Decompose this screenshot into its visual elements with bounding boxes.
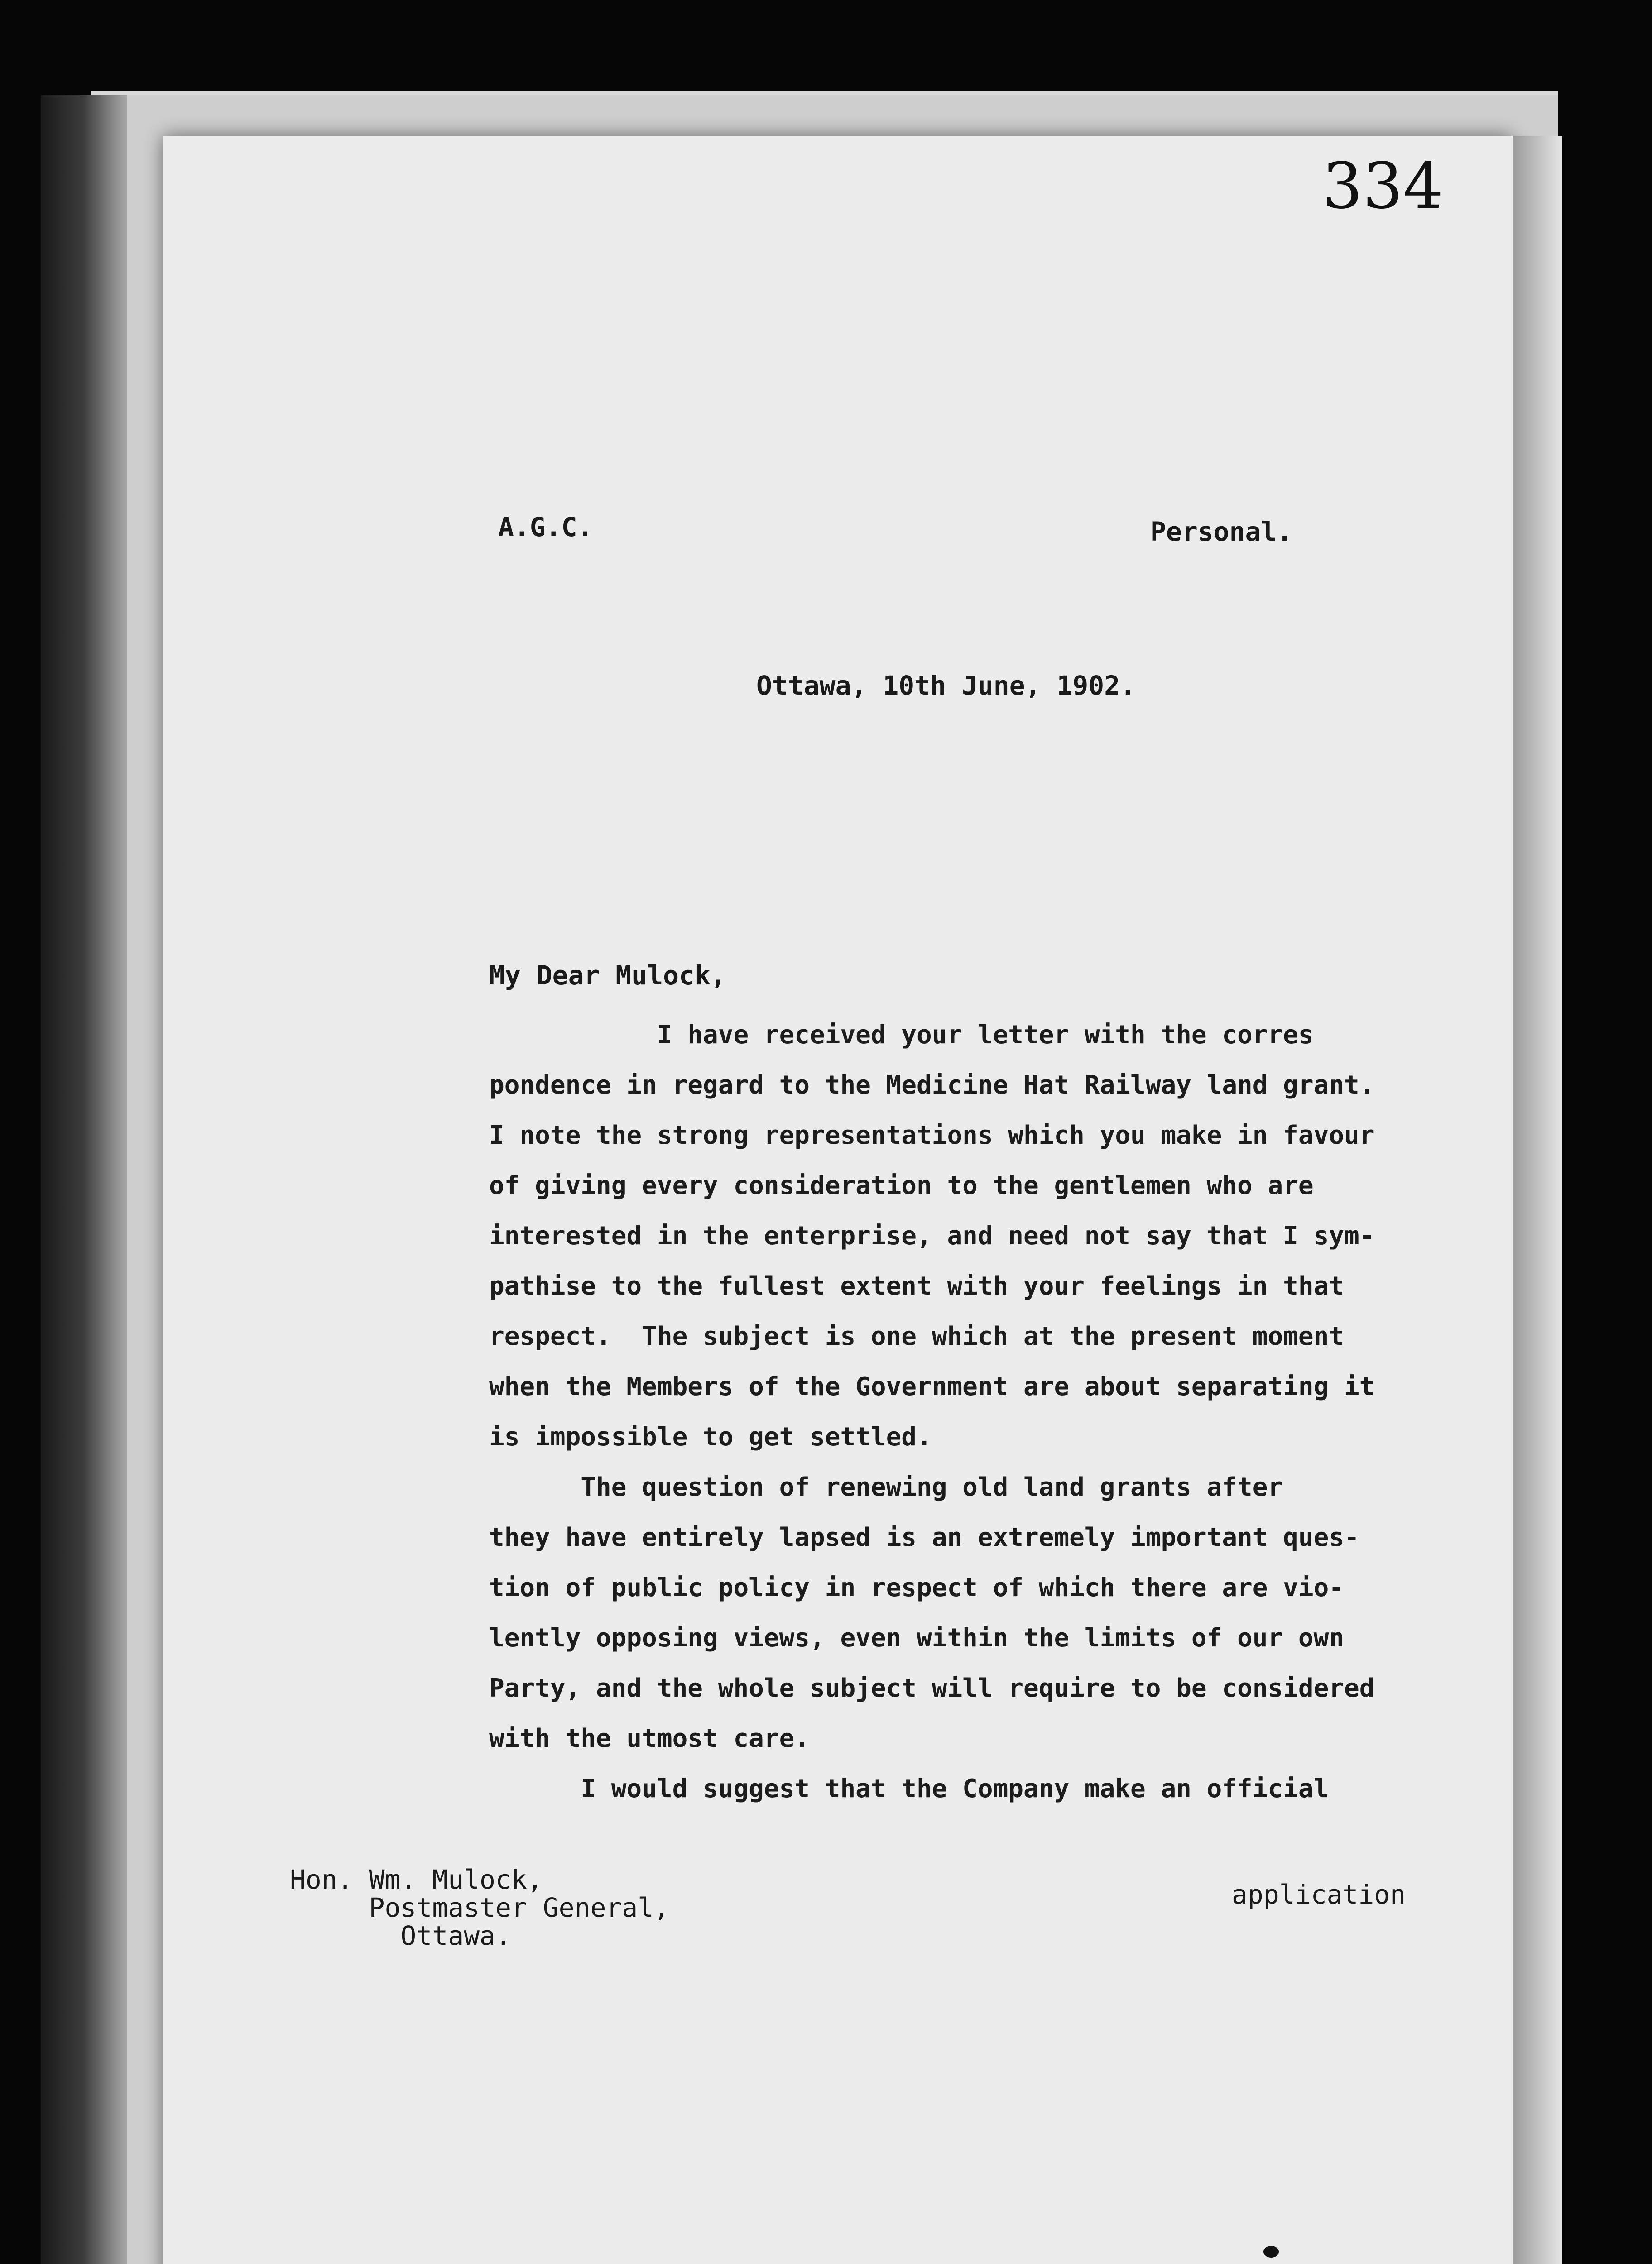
addressee-block: [290, 1866, 669, 1950]
addressee-title: Postmaster General,: [290, 1892, 670, 1923]
continuation-word: application: [1232, 1879, 1406, 1910]
body-line: interested in the enterprise, and need not say that I sym-: [489, 1221, 1375, 1251]
addressee-name: Hon. Wm. Mulock,: [290, 1864, 543, 1895]
addressee-city: Ottawa.: [290, 1920, 511, 1951]
body-line: I have received your letter with the corres: [489, 1020, 1314, 1050]
body-line: they have entirely lapsed is an extremely important ques-: [489, 1523, 1359, 1552]
body-line: tion of public policy in respect of which there are vio-: [489, 1573, 1345, 1602]
body-line: is impossible to get settled.: [489, 1422, 932, 1452]
body-line: pathise to the fullest extent with your feelings in that: [489, 1271, 1345, 1301]
body-line: lently opposing views, even within the limits of our own: [489, 1623, 1345, 1653]
body-line: with the utmost care.: [489, 1724, 810, 1753]
body-line: pondence in regard to the Medicine Hat Railway land grant.: [489, 1070, 1375, 1100]
page-edge: [1513, 136, 1562, 2264]
body-line: I note the strong representations which you make in favour: [489, 1121, 1375, 1150]
header-initials: A.G.C.: [498, 512, 593, 542]
page-number: 334: [1322, 149, 1444, 223]
salutation: My Dear Mulock,: [489, 960, 726, 991]
body-line: of giving every consideration to the gentlemen who are: [489, 1171, 1314, 1200]
body-line: The question of renewing old land grants after: [489, 1473, 1283, 1502]
body-line: when the Members of the Government are about separating it: [489, 1372, 1375, 1401]
body-line: Party, and the whole subject will require to be considered: [489, 1674, 1375, 1703]
body-line: respect. The subject is one which at the present moment: [489, 1322, 1345, 1351]
dateline: Ottawa, 10th June, 1902.: [756, 670, 1136, 701]
ink-mark: [1263, 2246, 1279, 2258]
letter-body: [489, 1010, 1467, 1814]
header-classification: Personal.: [1150, 516, 1293, 547]
body-line: I would suggest that the Company make an official: [489, 1774, 1329, 1804]
